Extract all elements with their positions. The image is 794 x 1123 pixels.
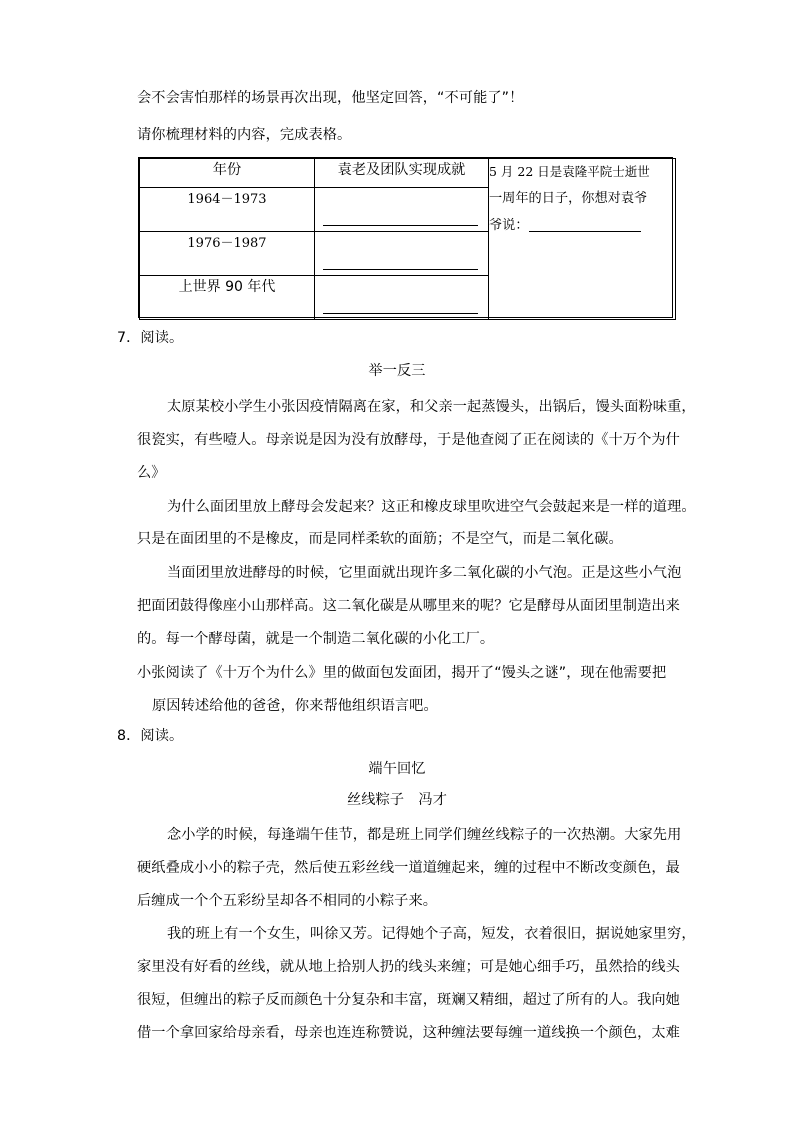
q7-task-line-1: 小张阅读了《十万个为什么》里的做面包发面团，揭开了“馒头之谜”，现在他需要把 <box>137 665 667 681</box>
intro-line-1: 会不会害怕那样的场景再次出现，他坚定回答，“不可能了”！ <box>137 90 524 106</box>
achievements-table <box>138 157 673 318</box>
q8-p1-line-1: 念小学的时候，每逢端午佳节，都是班上同学们缠丝线粽子的一次热潮。大家先用 <box>167 827 682 843</box>
q7-p1-line-1: 太原某校小学生小张因疫情隔离在家，和父亲一起蒸馒头，出锅后，馒头面粉味重， <box>167 399 696 415</box>
table-header-row <box>140 159 676 188</box>
table-cell-achievement-2[interactable] <box>315 232 489 276</box>
note-line-1: 5 月 22 日是袁隆平院士逝世 <box>489 164 650 179</box>
q8-p1-line-2: 硬纸叠成小小的粽子壳，然后使五彩丝线一道道缠起来，缠的过程中不断改变颜色，最 <box>137 860 680 876</box>
question-7-title: 举一反三 <box>368 363 426 379</box>
table-header-achievement: 袁老及团队实现成就 <box>315 159 489 188</box>
q7-p2-line-2: 只是在面团里的不是橡皮，而是同样柔软的面筋；不是空气，而是二氧化碳。 <box>137 531 623 547</box>
q7-p3-line-1: 当面团里放进酵母的时候，它里面就出现许多二氧化碳的小气泡。正是这些小气泡 <box>167 565 682 581</box>
answer-rule <box>323 269 478 270</box>
q7-p3-line-3: 的。每一个酵母菌，就是一个制造二氧化碳的小化工厂。 <box>137 631 495 647</box>
answer-rule <box>323 313 478 314</box>
question-7-number: 7．阅读。 <box>117 330 184 346</box>
table-header-year: 年份 <box>140 159 315 188</box>
table-cell-year-2 <box>140 232 315 276</box>
q8-p2-line-2: 家里没有好看的丝线，就从地上拾别人扔的线头来缠；可是她心细手巧，虽然拾的线头 <box>137 959 680 975</box>
note-answer-blank[interactable] <box>529 231 641 232</box>
year-value: 1964－1973 <box>187 192 267 207</box>
q8-p2-line-3: 很短，但缠出的粽子反而颜色十分复杂和丰富，斑斓又精细，超过了所有的人。我向她 <box>137 992 680 1008</box>
q7-p3-line-2: 把面团鼓得像座小山那样高。这二氧化碳是从哪里来的呢？它是酵母从面团里制造出来 <box>137 598 680 614</box>
year-value: 1976－1987 <box>187 236 267 251</box>
table-cell-year-3 <box>140 276 315 320</box>
table-cell-year-1 <box>140 188 315 232</box>
year-value: 上世界 90 年代 <box>178 279 276 295</box>
q8-p1-line-3: 后缠成一个个五彩纷呈却各不相同的小粽子来。 <box>137 893 438 909</box>
question-8-title: 端午回忆 <box>368 761 426 777</box>
note-line-2: 一周年的日子，你想对袁爷 <box>489 191 648 207</box>
question-8-subtitle: 丝线粽子 冯才 <box>346 792 447 808</box>
table-note-cell <box>489 159 676 320</box>
q7-p1-line-2: 很瓷实，有些噎人。母亲说是因为没有放酵母，于是他查阅了正在阅读的《十万个为什 <box>137 432 680 448</box>
q7-task-line-2: 原因转述给他的爸爸，你来帮他组织语言吧。 <box>152 698 438 714</box>
question-8-number: 8．阅读。 <box>117 728 184 744</box>
q7-p2-line-1: 为什么面团里放上酵母会发起来？这正和橡皮球里吹进空气会鼓起来是一样的道理。 <box>167 499 696 515</box>
note-line-3-prefix: 爷说： <box>489 217 529 233</box>
q7-p1-line-3: 么》 <box>137 465 166 481</box>
q8-p2-line-4: 借一个拿回家给母亲看，母亲也连连称赞说，这种缠法要每缠一道线换一个颜色，太难 <box>137 1025 680 1041</box>
q8-p2-line-1: 我的班上有一个女生，叫徐又芳。记得她个子高，短发，衣着很旧，据说她家里穷， <box>167 926 696 942</box>
answer-rule <box>323 225 478 226</box>
intro-line-2: 请你梳理材料的内容，完成表格。 <box>137 127 352 143</box>
table-cell-achievement-3[interactable] <box>315 276 489 320</box>
table-cell-achievement-1[interactable] <box>315 188 489 232</box>
